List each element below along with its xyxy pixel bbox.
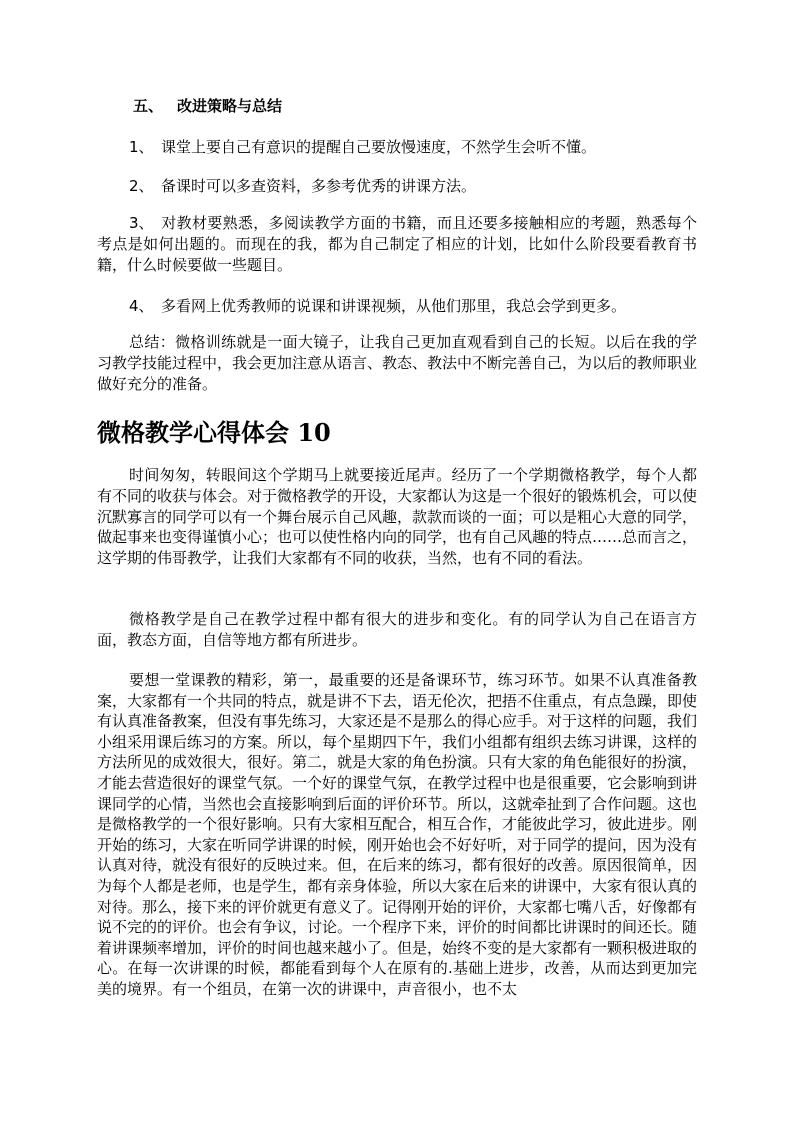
section-heading [133,95,282,117]
strategy-item [97,213,697,276]
article-title: 微格教学心得体会 10 [97,418,331,447]
strategy-text: 课堂上要自己有意识的提醒自己要放慢速度，不然学生会听不懂。 [161,138,597,156]
strategy-number: 2、 [129,177,154,195]
strategy-item [97,293,697,319]
article-paragraph: 时间匆匆，转眼间这个学期马上就要接近尾声。经历了一个学期微格教学，每个人都有不同的收获与体会。对于微格教学的开设，大家都认为这是一个很好的锻炼机会，可以使沉默寡言的同学可以有一个舞台展示自己风趣，款款而谈的一面；可以是粗心大意的同学，做起事来也变得谨慎小心；也可以使性格内向的同学，也有自己风趣的特点……总而言之，这学期的伟哥教学，让我们大家都有不同的收获，当然，也有不同的看法。 [97,466,698,568]
strategy-number: 3、 [129,214,154,232]
strategy-number: 4、 [129,297,154,315]
article-paragraph: 微格教学是自己在教学过程中都有很大的进步和变化。有的同学认为自己在语言方面，教态方面，自信等地方都有所进步。 [97,610,697,649]
strategy-text: 备课时可以多查资料，多参考优秀的讲课方法。 [161,177,477,195]
section-number: 五、 [133,97,164,115]
strategy-item [97,134,697,160]
strategy-item [97,173,697,199]
strategy-text: 对教材要熟悉，多阅读教学方面的书籍，而且还要多接触相应的考题，熟悉每个考点是如何出题的。而现在的我，都为自己制定了相应的计划，比如什么阶段要看教育书籍，什么时候要做一些题目。 [97,214,697,274]
section-title-text: 改进策略与总结 [177,97,283,115]
summary-paragraph: 总结：微格训练就是一面大镜子，让我自己更加直观看到自己的长短。以后在我的学习教学技能过程中，我会更加注意从语言、教态、教法中不断完善自己，为以后的教师职业做好充分的准备。 [97,333,698,393]
strategy-number: 1、 [129,138,154,156]
strategy-text: 多看网上优秀教师的说课和讲课视频，从他们那里，我总会学到更多。 [161,297,627,315]
article-paragraph: 要想一堂课教的精彩，第一，最重要的还是备课环节，练习环节。如果不认真准备教案，大家都有一个共同的特点，就是讲不下去，语无伦次，把捂不住重点，有点急躁，即使有认真准备教案，但没有事先练习，大家还是不是那么的得心应手。对于这样的问题，我们小组采用课后练习的方案。所以，每个星期四下午，我们小组都有组织去练习讲课，这样的方法所见的成效很大，很好。第二，就是大家的角色扮演。只有大家的角色能很好的扮演，才能去营造很好的课堂气氛。一个好的课堂气氛，在教学过程中也是很重要，它会影响到讲课同学的心情，当然也会直接影响到后面的评价环节。所以，这就牵扯到了合作问题。这也是微格教学的一个很好影响。只有大家相互配合，相互合作，才能彼此学习，彼此进步。刚开始的练习，大家在听同学讲课的时候，刚开始也会不好好听，对于同学的提问，因为没有认真对待，就没有很好的反映过来。但，在后来的练习，都有很好的改善。原因很简单，因为每个人都是老师，也是学生，都有亲身体验，所以大家在后来的讲课中，大家有很认真的对待。那么，接下来的评价就更有意义了。记得刚开始的评价，大家都七嘴八舌，好像都有说不完的的评价。也会有争议，讨论。一个程序下来，评价的时间都比讲课时的间还长。随着讲课频率增加，评价的时间也越来越小了。但是，始终不变的是大家都有一颗积极进取的心。在每一次讲课的时候，都能看到每个人在原有的.基础上进步，改善，从而达到更加完美的境界。有一个组员，在第一次的讲课中，声音很小，也不太 [97,671,698,998]
